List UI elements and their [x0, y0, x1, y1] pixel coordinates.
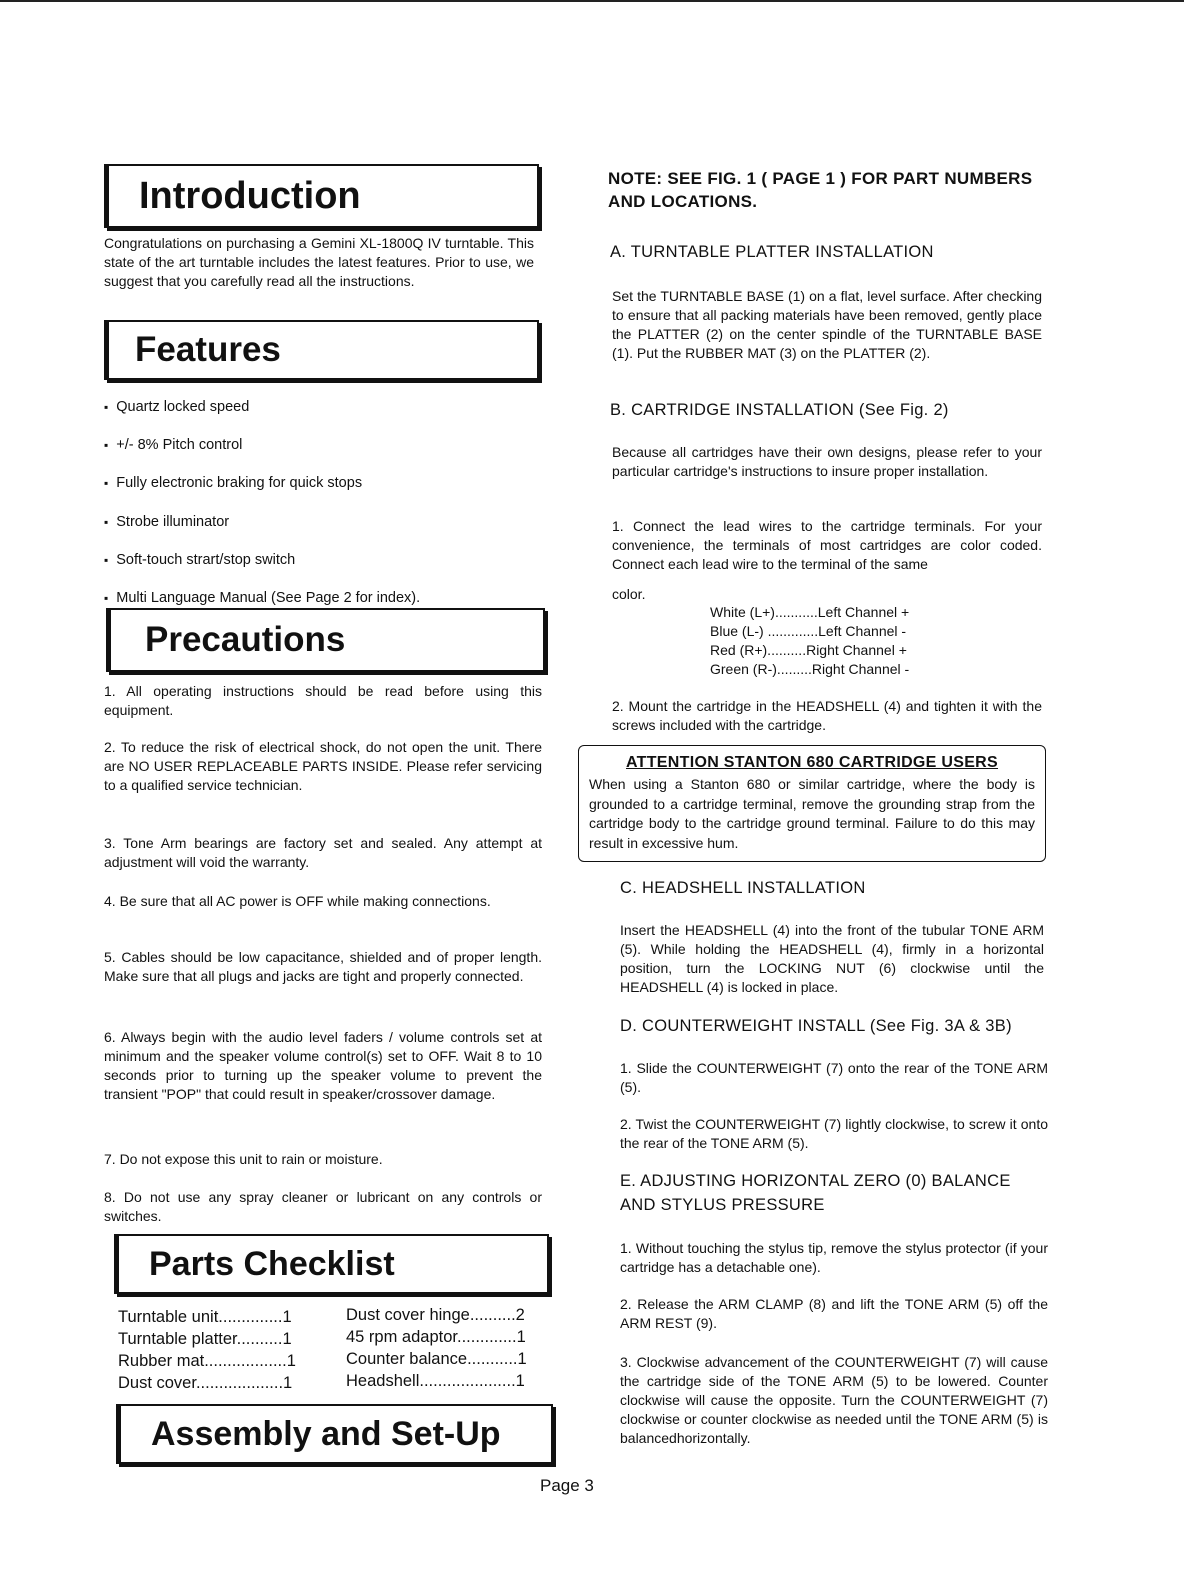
subhead-counterweight: D. COUNTERWEIGHT INSTALL (See Fig. 3A & 3B): [620, 1017, 1012, 1035]
feature-item: ▪ Quartz locked speed: [104, 398, 249, 417]
parts-list-right: [346, 1304, 527, 1392]
part-item: Turntable unit..............1: [118, 1308, 292, 1326]
precaution-item: 2. To reduce the risk of electrical shock, do not open the unit. There are NO USER REPLACEABLE PARTS INSIDE. Please refer servicing to a qualified service technician.: [104, 739, 542, 793]
channel-item: Blue (L-) .............Left Channel -: [710, 623, 907, 639]
part-item: Headshell.....................1: [346, 1372, 525, 1390]
assembly-title: Assembly and Set-Up: [151, 1415, 501, 1453]
feature-item: ▪ Strobe illuminator: [104, 513, 229, 532]
subhead-platter: A. TURNTABLE PLATTER INSTALLATION: [610, 243, 934, 261]
channel-item: Green (R-).........Right Channel -: [710, 661, 910, 677]
feature-item: ▪ Multi Language Manual (See Page 2 for index).: [104, 589, 420, 608]
subhead-headshell: C. HEADSHELL INSTALLATION: [620, 879, 866, 897]
feature-item: ▪ Soft-touch strart/stop switch: [104, 551, 295, 570]
cartridge-text: Because all cartridges have their own designs, please refer to your particular cartridge's instructions to insure proper installation.: [612, 444, 1042, 479]
part-item: Dust cover...................1: [118, 1374, 293, 1392]
platter-text: Set the TURNTABLE BASE (1) on a flat, level surface. After checking to ensure that all packing materials have been removed, gently place the PLATTER (2) on the center spindle of the TURNTABLE BASE (1). Put the RUBBER MAT (3) on the PLATTER (2).: [612, 288, 1042, 361]
headshell-text: Insert the HEADSHELL (4) into the front of the tubular TONE ARM (5). While holding the HEADSHELL (4), firmly in a horizontal position, turn the LOCKING NUT (6) clockwise until the HEADSHELL (4) is locked in place.: [620, 922, 1044, 995]
note-heading: NOTE: SEE FIG. 1 ( PAGE 1 ) FOR PART NUMBERS AND LOCATIONS.: [608, 169, 1033, 211]
introduction-header: [104, 164, 539, 228]
precaution-item: 6. Always begin with the audio level faders / volume controls set at minimum and the speaker volume control(s) set to OFF. Wait 8 to 10 seconds prior to turning up the speaker volume to prevent the transient "POP" that could result in speaker/crossover damage.: [104, 1029, 542, 1102]
parts-checklist-header: [114, 1234, 549, 1294]
assembly-header: [116, 1404, 553, 1464]
precaution-item: 1. All operating instructions should be read before using this equipment.: [104, 683, 542, 718]
features-title: Features: [135, 330, 281, 369]
precaution-item: 7. Do not expose this unit to rain or moisture.: [104, 1151, 383, 1167]
page-number: Page 3: [540, 1476, 594, 1495]
cartridge-step-1-end: color.: [612, 586, 646, 602]
introduction-title: Introduction: [139, 175, 361, 217]
parts-list-left: [118, 1306, 296, 1394]
attention-text: When using a Stanton 680 or similar cartridge, where the body is grounded to a cartridge terminal, remove the grounding strap from the cartridge body to the cartridge ground terminal. Failure to do this may result in excessive hum.: [589, 776, 1035, 851]
intro-text: Congratulations on purchasing a Gemini XL-1800Q IV turntable. This state of the art turntable includes the latest features. Prior to use, we suggest that you carefully read all the instructions.: [104, 235, 534, 289]
balance-step-1: 1. Without touching the stylus tip, remove the stylus protector (if your cartridge has a detachable one).: [620, 1240, 1048, 1275]
balance-step-2: 2. Release the ARM CLAMP (8) and lift the TONE ARM (5) off the ARM REST (9).: [620, 1296, 1048, 1331]
channel-list: [710, 603, 909, 679]
balance-step-3: 3. Clockwise advancement of the COUNTERWEIGHT (7) will cause the cartridge side of the TONE ARM (5) to be lowered. Counter clockwise will cause the opposite. Turn the COUNTERWEIGHT (7) clockwise or counter clockwise as needed until the TONE ARM (5) is balancedhorizontally.: [620, 1354, 1048, 1446]
counterweight-step-2: 2. Twist the COUNTERWEIGHT (7) lightly clockwise, to screw it onto the rear of the TONE ARM (5).: [620, 1116, 1048, 1151]
part-item: 45 rpm adaptor.............1: [346, 1328, 526, 1346]
precaution-item: 5. Cables should be low capacitance, shielded and of proper length. Make sure that all plugs and jacks are tight and properly connected.: [104, 949, 542, 984]
precaution-item: 4. Be sure that all AC power is OFF while making connections.: [104, 893, 491, 909]
part-item: Counter balance...........1: [346, 1350, 527, 1368]
cartridge-step-1: 1. Connect the lead wires to the cartridge terminals. For your convenience, the terminals of most cartridges are color coded. Connect each lead wire to the terminal of the same: [612, 518, 1042, 572]
channel-item: White (L+)...........Left Channel +: [710, 604, 910, 620]
part-item: Rubber mat..................1: [118, 1352, 296, 1370]
page-top-border: [0, 0, 1184, 2]
cartridge-step-2: 2. Mount the cartridge in the HEADSHELL (4) and tighten it with the screws included with the cartridge.: [612, 698, 1042, 733]
attention-box: [578, 745, 1046, 862]
channel-item: Red (R+)..........Right Channel +: [710, 642, 907, 658]
precaution-item: 3. Tone Arm bearings are factory set and sealed. Any attempt at adjustment will void the warranty.: [104, 835, 542, 870]
part-item: Dust cover hinge..........2: [346, 1306, 525, 1324]
precautions-title: Precautions: [145, 620, 346, 659]
precaution-item: 8. Do not use any spray cleaner or lubricant on any controls or switches.: [104, 1189, 542, 1224]
subhead-cartridge: B. CARTRIDGE INSTALLATION (See Fig. 2): [610, 401, 949, 419]
precautions-header: [106, 608, 545, 672]
feature-item: ▪ +/- 8% Pitch control: [104, 436, 242, 455]
feature-item: ▪ Fully electronic braking for quick stops: [104, 474, 362, 493]
parts-checklist-title: Parts Checklist: [149, 1245, 395, 1283]
attention-title: ATTENTION STANTON 680 CARTRIDGE USERS: [625, 754, 999, 771]
part-item: Turntable platter..........1: [118, 1330, 292, 1348]
features-header: [104, 320, 539, 380]
counterweight-step-1: 1. Slide the COUNTERWEIGHT (7) onto the rear of the TONE ARM (5).: [620, 1060, 1048, 1095]
subhead-balance: E. ADJUSTING HORIZONTAL ZERO (0) BALANCE AND STYLUS PRESSURE: [620, 1172, 1011, 1214]
